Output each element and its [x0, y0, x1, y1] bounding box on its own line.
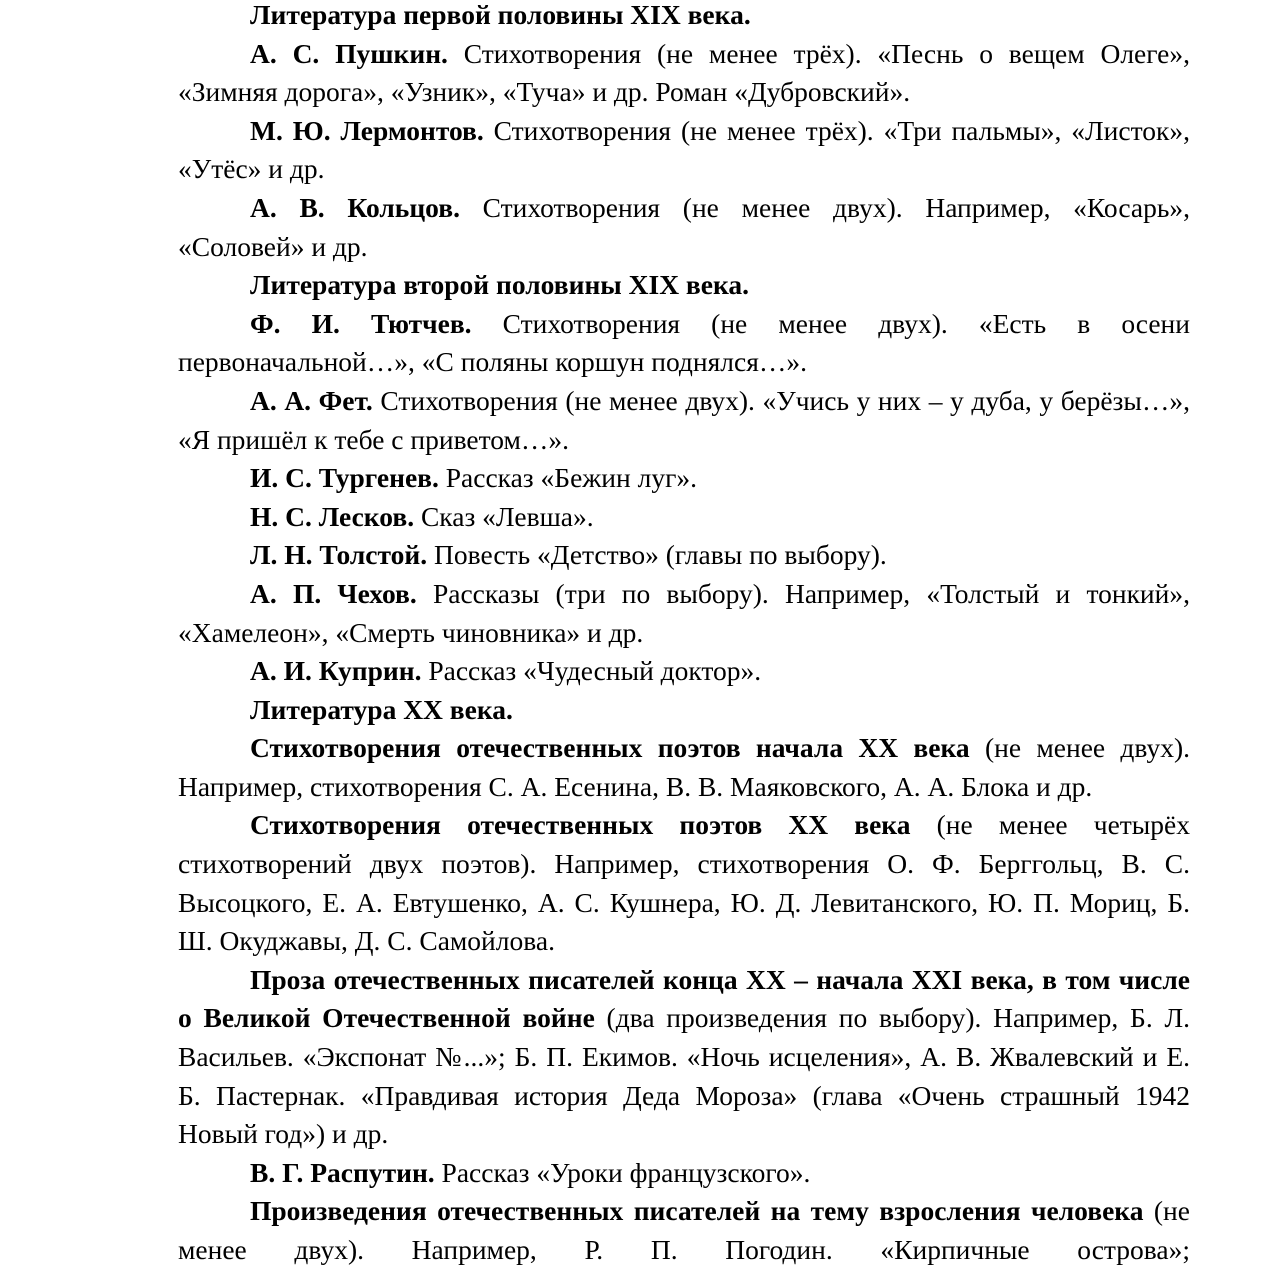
paragraph-poets-20th-bold-run: Стихотворения отечественных поэтов XX века — [250, 809, 911, 841]
paragraph-poets-early-20th-text-run: (не менее двух). Например, стихотворения С. А. Есенина, В. В. Маяковского, А. А. Блока и др. — [178, 732, 1190, 802]
paragraph-heading-19th-first-half-bold-run: Литература первой половины XIX века. — [250, 0, 751, 30]
paragraph-leskov — [178, 498, 1190, 537]
paragraph-chekhov-text-run: Рассказы (три по выбору). Например, «Толстый и тонкий», «Хамелеон», «Смерть чиновника» и др. — [178, 577, 1190, 648]
paragraph-tyutchev — [178, 305, 1190, 382]
paragraph-rasputin-bold-run: В. Г. Распутин. — [250, 1156, 435, 1188]
paragraph-heading-20th — [178, 691, 1190, 730]
paragraph-chekhov-bold-run: А. П. Чехов. — [250, 577, 417, 609]
paragraph-poets-20th — [178, 806, 1190, 960]
paragraph-lermontov-text-run: Стихотворения (не менее трёх). «Три пальмы», «Листок», «Утёс» и др. — [178, 114, 1190, 185]
paragraph-koltsov-text-run: Стихотворения (не менее двух). Например, «Косарь», «Соловей» и др. — [178, 191, 1190, 262]
paragraph-rasputin — [178, 1154, 1190, 1193]
paragraph-tolstoy-text-run: Повесть «Детство» (главы по выбору). — [427, 539, 887, 571]
paragraph-leskov-text-run: Сказ «Левша». — [414, 500, 594, 532]
paragraph-prose-late-20th-early-21st — [178, 961, 1190, 1154]
paragraph-poets-early-20th-bold-run: Стихотворения отечественных поэтов начала XX века — [250, 732, 970, 764]
paragraph-tolstoy — [178, 536, 1190, 575]
paragraph-pushkin — [178, 35, 1190, 112]
paragraph-pushkin-text-run: Стихотворения (не менее трёх). «Песнь о вещем Олеге», «Зимняя дорога», «Узник», «Туча» и др. Роман «Дубровский». — [178, 37, 1190, 108]
paragraph-poets-early-20th — [178, 729, 1190, 806]
paragraph-tyutchev-bold-run: Ф. И. Тютчев. — [250, 307, 472, 339]
paragraph-heading-19th-second-half-bold-run: Литература второй половины XIX века. — [250, 269, 750, 301]
paragraph-kuprin-bold-run: А. И. Куприн. — [250, 655, 422, 687]
paragraph-fet-bold-run: А. А. Фет. — [250, 384, 373, 416]
paragraph-heading-20th-bold-run: Литература XX века. — [250, 693, 513, 725]
paragraph-tolstoy-bold-run: Л. Н. Толстой. — [250, 539, 428, 571]
paragraph-koltsov — [178, 189, 1190, 266]
paragraph-fet-text-run: Стихотворения (не менее двух). «Учись у них – у дуба, у берёзы…», «Я пришёл к тебе с приветом…». — [178, 384, 1190, 455]
paragraph-kuprin-text-run: Рассказ «Чудесный доктор». — [421, 655, 762, 687]
paragraph-turgenev-bold-run: И. С. Тургенев. — [250, 462, 439, 494]
paragraph-lermontov-bold-run: М. Ю. Лермонтов. — [250, 114, 484, 146]
paragraph-chekhov — [178, 575, 1190, 652]
paragraph-poets-20th-text-run: (не менее четырёх стихотворений двух поэтов). Например, стихотворения О. Ф. Берггольц, В. С. Высоцкого, Е. А. Евтушенко, А. С. Кушнера, Ю. Д. Левитанского, Ю. П. Мориц, Б. Ш. Окуджавы, Д. С. Самойлова. — [178, 809, 1190, 957]
paragraph-pushkin-bold-run: А. С. Пушкин. — [250, 37, 448, 69]
paragraph-turgenev-text-run: Рассказ «Бежин луг». — [438, 462, 697, 494]
paragraph-coming-of-age-bold-run: Произведения отечественных писателей на тему взросления человека — [250, 1195, 1144, 1227]
paragraph-heading-19th-second-half — [178, 266, 1190, 305]
paragraph-rasputin-text-run: Рассказ «Уроки французского». — [434, 1156, 811, 1188]
paragraph-heading-19th-first-half — [178, 0, 1190, 35]
paragraph-leskov-bold-run: Н. С. Лесков. — [250, 500, 415, 532]
paragraph-coming-of-age-text-run: (не менее двух). Например, Р. П. Погодин. «Кирпичные острова»; — [178, 1195, 1190, 1265]
paragraph-fet — [178, 382, 1190, 459]
paragraph-tyutchev-text-run: Стихотворения (не менее двух). «Есть в осени первоначальной…», «С поляны коршун поднялся…». — [178, 307, 1190, 378]
paragraph-prose-late-20th-early-21st-text-run: (два произведения по выбору). Например, Б. Л. Васильев. «Экспонат №...»; Б. П. Екимов. «Ночь исцеления», А. В. Жвалевский и Е. Б. Пастернак. «Правдивая история Деда Мороза» (глава «Очень страшный 1942 Новый год») и др. — [178, 1002, 1191, 1150]
paragraph-kuprin — [178, 652, 1190, 691]
paragraph-prose-late-20th-early-21st-bold-run: Проза отечественных писателей конца XX – начала XXI века, в том числе о Великой Отечественной войне — [178, 963, 1190, 1034]
document-text-column — [178, 0, 1190, 1270]
paragraph-lermontov — [178, 112, 1190, 189]
paragraph-coming-of-age — [178, 1192, 1190, 1269]
paragraph-koltsov-bold-run: А. В. Кольцов. — [250, 191, 460, 223]
paragraph-turgenev — [178, 459, 1190, 498]
